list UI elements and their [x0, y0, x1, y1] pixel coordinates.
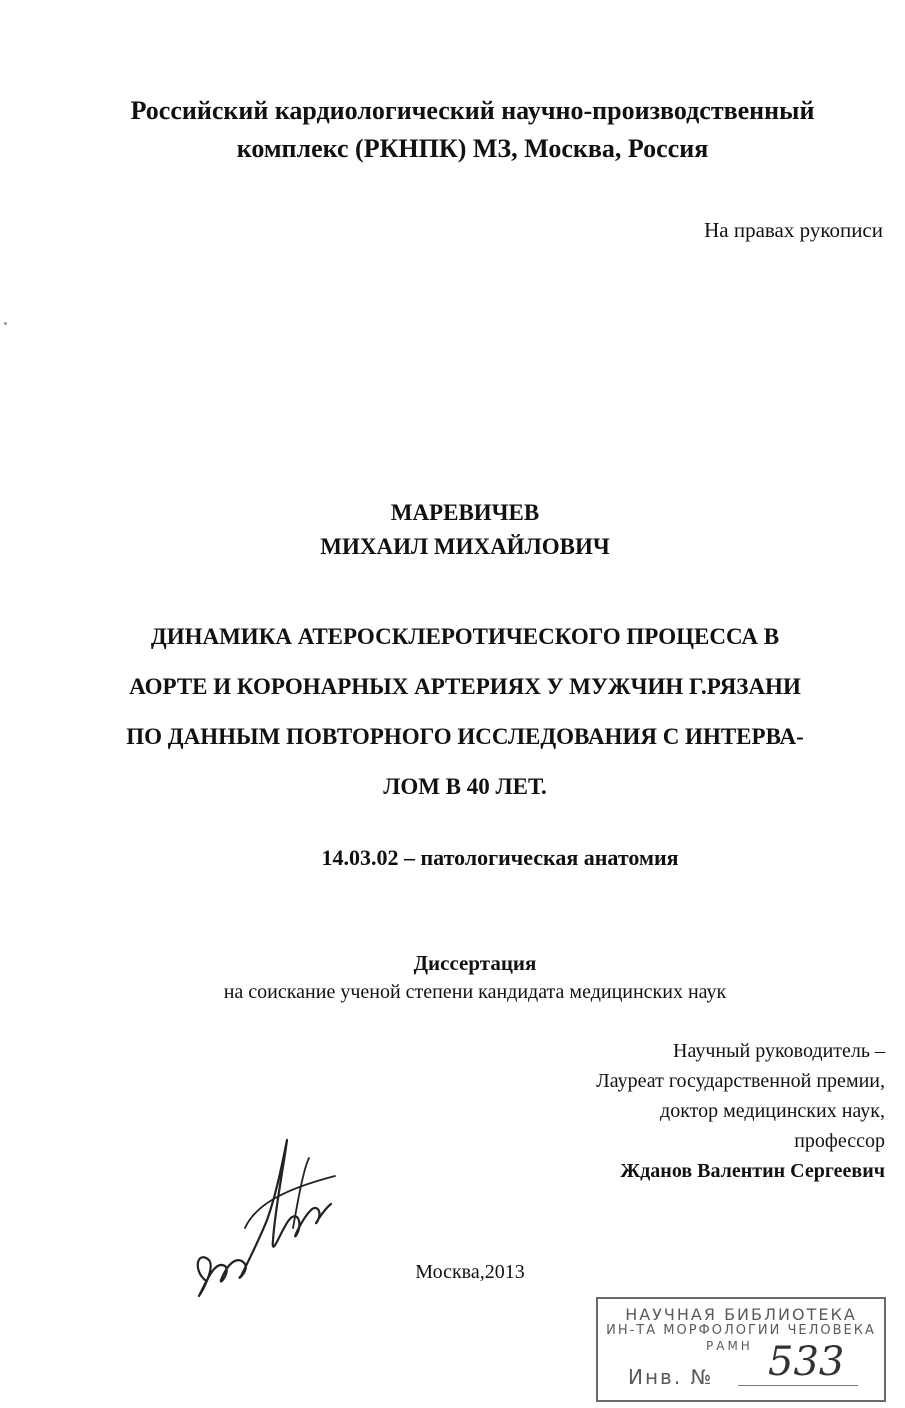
institution-line-1: Российский кардиологический научно-производственный	[130, 96, 815, 125]
author-block	[0, 496, 905, 564]
supervisor-award: Лауреат государственной премии,	[596, 1070, 885, 1092]
stamp-academy: РАМН	[706, 1339, 753, 1353]
author-given-names: МИХАИЛ МИХАЙЛОВИЧ	[320, 534, 610, 559]
specialty-code: 14.03.02 – патологическая анатомия	[321, 845, 679, 870]
stamp-inventory-number: 533	[768, 1339, 845, 1385]
stamp-underline	[738, 1385, 858, 1386]
dissertation-title	[60, 612, 870, 812]
dissertation-subheading: на соискание ученой степени кандидата медицинских наук	[223, 981, 727, 1003]
manuscript-rights-note: На правах рукописи	[704, 218, 883, 242]
supervisor-role: Научный руководитель –	[673, 1040, 885, 1062]
city-and-year: Москва,2013	[415, 1261, 525, 1283]
supervisor-block	[596, 1036, 885, 1186]
supervisor-name: Жданов Валентин Сергеевич	[620, 1160, 885, 1182]
stamp-library-name: НАУЧНАЯ БИБЛИОТЕКА	[625, 1305, 857, 1324]
institution-header	[40, 92, 905, 168]
title-line-4: ЛОМ В 40 ЛЕТ.	[383, 774, 547, 799]
title-line-3: ПО ДАННЫМ ПОВТОРНОГО ИССЛЕДОВАНИЯ С ИНТЕРВА-	[126, 724, 804, 749]
scan-artifact	[4, 322, 7, 325]
dissertation-type-block	[0, 948, 905, 1006]
stamp-inventory-label: Инв. №	[628, 1365, 714, 1389]
supervisor-degree: доктор медицинских наук,	[660, 1100, 885, 1122]
title-line-2: АОРТЕ И КОРОНАРНЫХ АРТЕРИЯХ У МУЖЧИН Г.РЯЗАНИ	[129, 674, 801, 699]
institution-line-2: комплекс (РКНПК) МЗ, Москва, Россия	[236, 134, 709, 163]
stamp-institute-name: ИН-ТА МОРФОЛОГИИ ЧЕЛОВЕКА	[606, 1323, 876, 1338]
supervisor-rank: профессор	[794, 1130, 885, 1152]
author-surname: МАРЕВИЧЕВ	[390, 500, 540, 525]
title-line-1: ДИНАМИКА АТЕРОСКЛЕРОТИЧЕСКОГО ПРОЦЕССА В	[150, 624, 780, 649]
library-stamp	[596, 1297, 886, 1402]
dissertation-heading: Диссертация	[413, 951, 537, 975]
